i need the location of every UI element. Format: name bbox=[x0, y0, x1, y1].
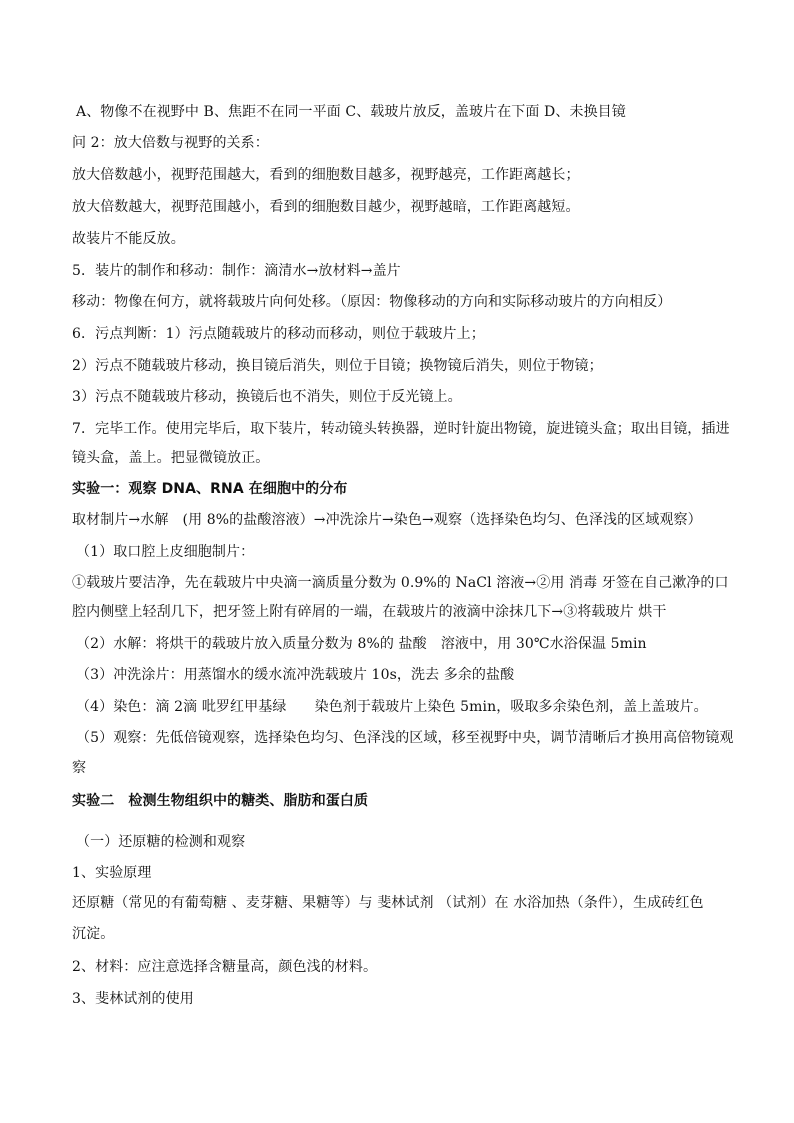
option-line: A、物像不在视野中 B、焦距不在同一平面 C、载玻片放反，盖玻片在下面 D、未换目镜 bbox=[76, 104, 626, 120]
text-line: （2）水解：将烘干的载玻片放入质量分数为 8%的 盐酸 溶液中，用 30℃水浴保温 5min bbox=[76, 636, 647, 652]
section-heading-experiment-2: 实验二 检测生物组织中的糖类、脂肪和蛋白质 bbox=[72, 793, 369, 809]
text-line: 5．装片的制作和移动：制作：滴清水→放材料→盖片 bbox=[72, 263, 401, 279]
text-line: 故装片不能反放。 bbox=[72, 231, 185, 247]
text-line: （4）染色：滴 2滴 吡罗红甲基绿 染色剂于载玻片上染色 5min，吸取多余染色剂，盖上盖玻片。 bbox=[76, 699, 708, 715]
text-line: 2）污点不随载玻片移动，换目镜后消失，则位于目镜；换物镜后消失，则位于物镜； bbox=[72, 358, 603, 374]
text-line: 1、实验原理 bbox=[72, 865, 152, 881]
text-line: 2、材料：应注意选择含糖量高，颜色浅的材料。 bbox=[72, 959, 378, 975]
text-line: （1）取口腔上皮细胞制片： bbox=[76, 544, 255, 560]
text-line: 3、斐林试剂的使用 bbox=[72, 991, 194, 1007]
text-line: （3）冲洗涂片：用蒸馏水的缓水流冲洗载玻片 10s，洗去 多余的盐酸 bbox=[76, 667, 515, 683]
text-line: 腔内侧壁上轻刮几下，把牙签上附有碎屑的一端，在载玻片的液滴中涂抹几下→③将载玻片 烘干 bbox=[72, 604, 667, 620]
text-line: 6．污点判断：1）污点随载玻片的移动而移动，则位于载玻片上； bbox=[72, 326, 485, 342]
question-line: 问 2：放大倍数与视野的关系： bbox=[72, 135, 269, 151]
text-line: 移动：物像在何方，就将载玻片向何处移。（原因：物像移动的方向和实际移动玻片的方向相反） bbox=[72, 294, 672, 310]
text-line: 镜头盒，盖上。把显微镜放正。 bbox=[72, 450, 270, 466]
text-line: 放大倍数越大，视野范围越小，看到的细胞数目越少，视野越暗，工作距离越短。 bbox=[72, 199, 580, 215]
text-line: 察 bbox=[72, 760, 87, 776]
text-line: 7．完毕工作。使用完毕后，取下装片，转动镜头转换器，逆时针旋出物镜，旋进镜头盒；取出目镜，插进 bbox=[72, 421, 730, 437]
text-line: 放大倍数越小，视野范围越大，看到的细胞数目越多，视野越亮，工作距离越长； bbox=[72, 167, 580, 183]
subsection-heading: （一）还原糖的检测和观察 bbox=[76, 834, 246, 850]
text-line: 取材制片→水解 (用 8%的盐酸溶液）→冲洗涂片→染色→观察（选择染色均匀、色泽浅的区域观察） bbox=[72, 512, 702, 528]
text-line: （5）观察：先低倍镜观察，选择染色均匀、色泽浅的区域，移至视野中央，调节清晰后才换用高倍物镜观 bbox=[76, 730, 734, 746]
text-line: 3）污点不随载玻片移动，换镜后也不消失，则位于反光镜上。 bbox=[72, 389, 462, 405]
text-line: 沉淀。 bbox=[72, 926, 115, 942]
text-line: 还原糖（常见的有葡萄糖 、麦芽糖、果糖等）与 斐林试剂 （试剂）在 水浴加热（条件），生成砖红色 bbox=[72, 895, 704, 911]
section-heading-experiment-1: 实验一：观察 DNA、RNA 在细胞中的分布 bbox=[72, 481, 348, 497]
text-line: ①载玻片要洁净，先在载玻片中央滴一滴质量分数为 0.9%的 NaCl 溶液→②用 消毒 牙签在自己漱净的口 bbox=[72, 575, 729, 591]
